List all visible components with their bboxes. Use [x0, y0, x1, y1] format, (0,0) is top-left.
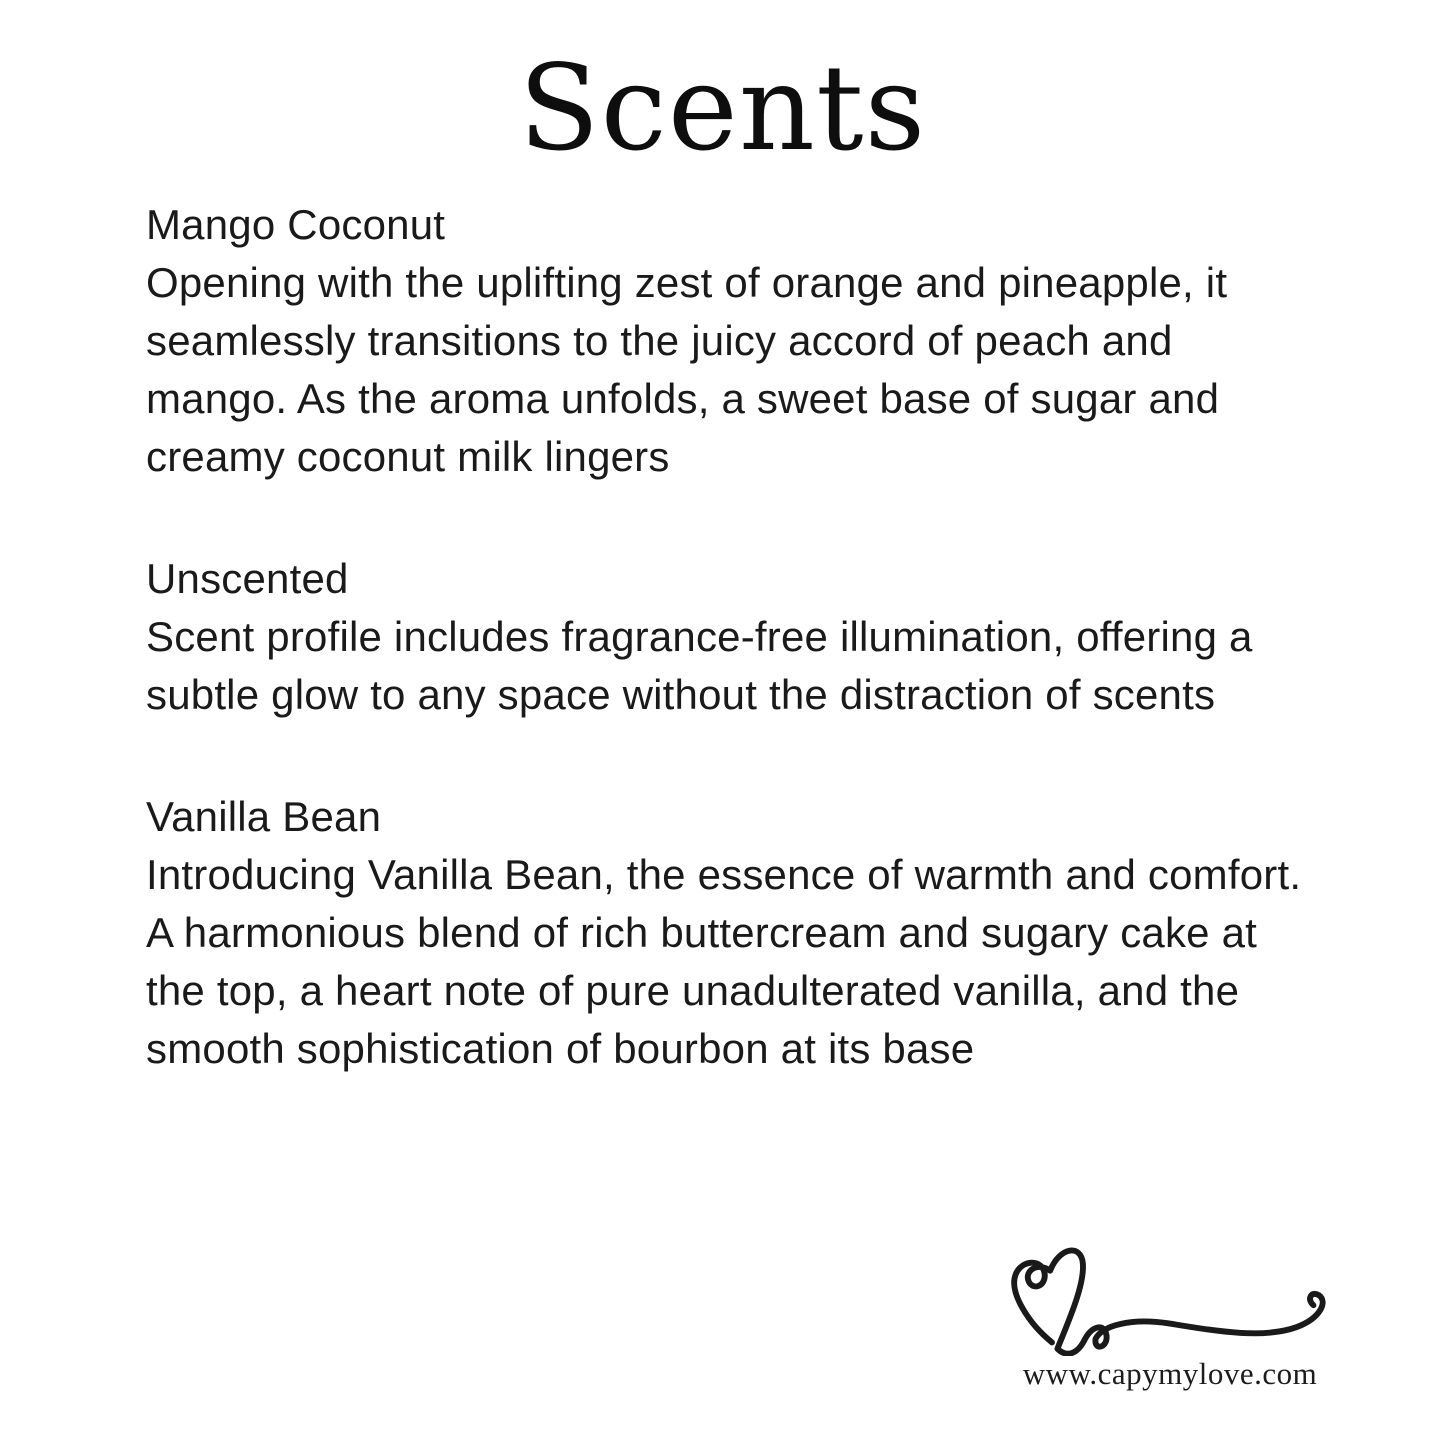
scent-section: [146, 196, 1321, 486]
scent-description: Introducing Vanilla Bean, the essence of warmth and comfort. A harmonious blend of rich buttercream and sugary cake at the top, a heart note of pure unadulterated vanilla, and the smooth sophistication of bourbon at its base: [146, 851, 1311, 1072]
page-title: Scents: [518, 39, 927, 177]
website-url: www.capymylove.com: [1022, 1356, 1318, 1391]
scent-description: Scent profile includes fragrance-free illumination, offering a subtle glow to any space without the distraction of scents: [146, 613, 1265, 718]
scent-description: Opening with the uplifting zest of orange and pineapple, it seamlessly transitions to the juicy accord of peach and mango. As the aroma unfolds, a sweet base of sugar and creamy coconut milk lingers: [146, 259, 1240, 480]
heart-flourish-icon: [992, 1238, 1348, 1356]
scent-name: Vanilla Bean: [146, 793, 382, 840]
scent-section: [146, 788, 1321, 1078]
brand-footer: [992, 1238, 1348, 1392]
scent-name: Unscented: [146, 555, 349, 602]
scent-list: [146, 196, 1321, 1142]
scent-name: Mango Coconut: [146, 201, 446, 248]
scent-section: [146, 550, 1321, 724]
